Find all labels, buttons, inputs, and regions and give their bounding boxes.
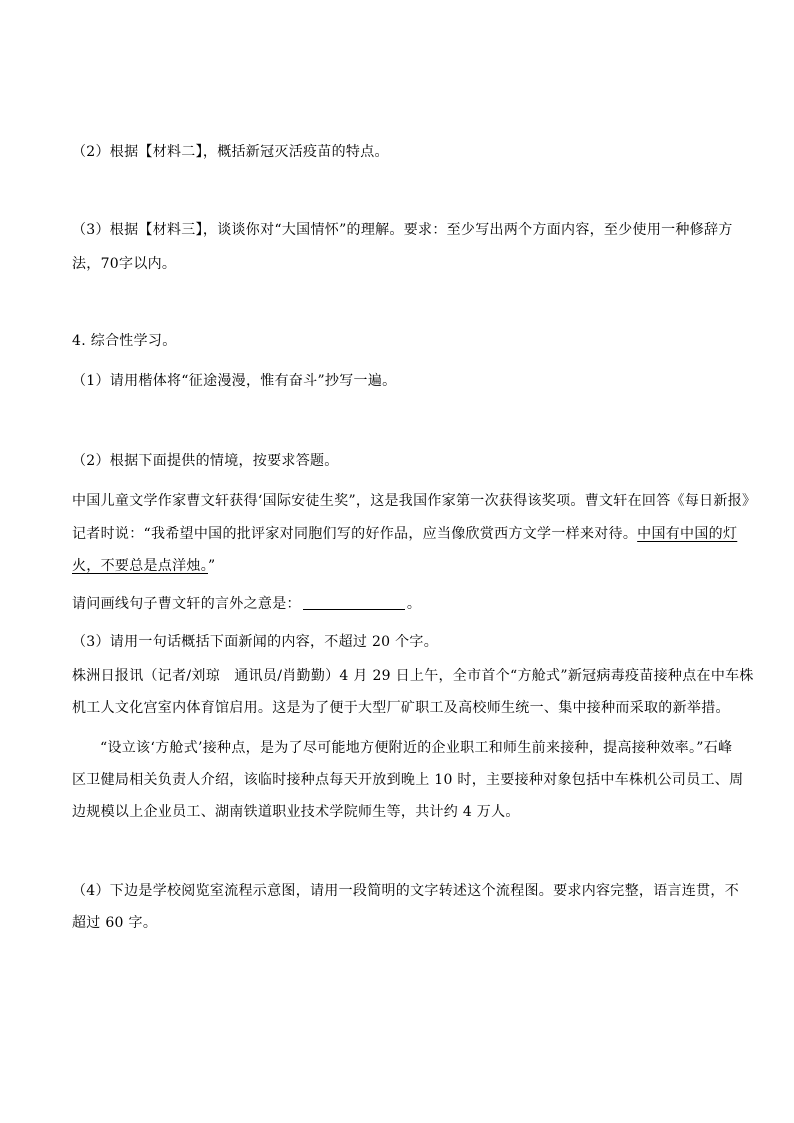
question-4-2-paragraph-line3 [72,556,215,576]
question-2-3-line2: 法，70字以内。 [72,256,177,272]
question-4-2-intro: （2）根据下面提供的情境，按要求答题。 [72,453,339,469]
question-4-title: 4. 综合性学习。 [72,333,177,349]
news-line2: 机工人文化宫室内体育馆启用。这是为了便于大型厂矿职工及高校师生统一、集中接种而采取的新举措。 [72,700,730,716]
question-4-2-paragraph-line2 [72,524,737,544]
paragraph-text: 记者时说：“我希望中国的批评家对同胞们写的好作品，应当像欣赏西方文学一样来对待。 [72,526,638,542]
question-4-4-line2: 超过 60 字。 [72,915,158,931]
underlined-sentence-part1: 中国有中国的灯 [637,526,738,542]
closing-quote: ” [208,558,216,574]
question-2-3-line1: （3）根据【材料三】，谈谈你对“大国情怀”的理解。要求：至少写出两个方面内容，至少使用一种修辞方 [72,222,733,238]
prompt-end: 。 [406,596,422,612]
news-line1: 株洲日报讯（记者/刘琼 通讯员/肖勤勤）4 月 29 日上午，全市首个“方舱式”新冠病毒疫苗接种点在中车株 [72,668,754,684]
news-line4: 区卫健局相关负责人介绍，该临时接种点每天开放到晚上 10 时，主要接种对象包括中车株机公司员工、周 [72,772,744,788]
underlined-sentence-part2: 火，不要总是点洋烛。 [72,558,208,574]
news-line3: “设立该‘方舱式’接种点，是为了尽可能地方便附近的企业职工和师生前来接种，提高接种效率。”石峰 [100,740,733,756]
answer-blank[interactable] [303,595,405,610]
question-4-2-paragraph-line1: 中国儿童文学作家曹文轩获得‘国际安徒生奖”，这是我国作家第一次获得该奖项。曹文轩在回答《每日新报》 [72,493,757,509]
news-line5: 边规模以上企业员工、湖南铁道职业技术学院师生等，共计约 4 万人。 [72,804,520,820]
question-4-4-line1: （4）下边是学校阅览室流程示意图，请用一段简明的文字转述这个流程图。要求内容完整，语言连贯，不 [72,883,740,899]
question-2-2: （2）根据【材料二】，概括新冠灭活疫苗的特点。 [72,144,389,160]
question-4-3-intro: （3）请用一句话概括下面新闻的内容，不超过 20 个字。 [72,634,439,650]
question-4-2-prompt [72,594,421,614]
prompt-text: 请问画线句子曹文轩的言外之意是： [72,596,301,612]
question-4-1: （1）请用楷体将“征途漫漫，惟有奋斗”抄写一遍。 [72,373,397,389]
